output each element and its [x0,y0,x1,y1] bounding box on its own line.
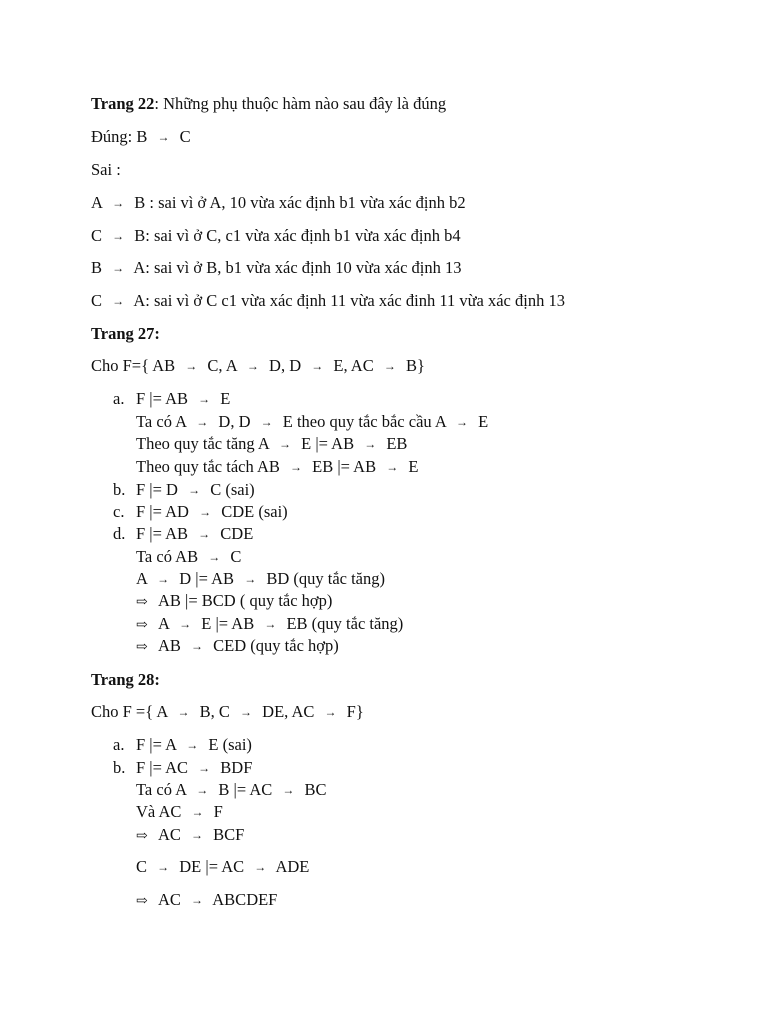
text: F [209,802,223,821]
arrow-icon: → [179,617,192,631]
text: Ta có AB [136,547,203,566]
text: CDE (sai) [217,502,288,521]
arrow-icon: → [198,392,211,406]
text: EB [382,434,408,453]
text: Đúng: B [91,127,152,146]
arrow-icon: → [208,550,221,564]
list-item [136,547,241,568]
text: D, D [264,356,306,375]
arrow-icon: → [186,738,199,752]
text: BDF [216,758,253,777]
list-marker-a: a. [113,389,125,408]
arrow-icon: → [264,617,277,631]
text: AB |= BCD ( quy tắc hợp) [158,591,333,610]
list-item [136,857,309,878]
given-set-27 [91,356,425,377]
text: E [216,389,231,408]
arrow-icon: → [177,705,190,719]
arrow-icon: → [191,893,204,907]
answer-correct [91,127,191,148]
text: E (sai) [204,735,252,754]
text: DE, AC [258,702,319,721]
arrow-icon: → [196,783,209,797]
arrow-icon: → [244,572,257,586]
text: Ta có A [136,780,191,799]
text: B |= AC [214,780,277,799]
text: E [474,412,489,431]
text: Theo quy tắc tăng A [136,434,274,453]
text: A: sai vì ở B, b1 vừa xác định 10 vừa xác định 13 [130,258,462,277]
heading-trang-28: Trang 28: [91,670,160,689]
list-item [136,802,223,823]
list-item [136,780,327,801]
arrow-icon: → [157,860,170,874]
text: C [136,857,152,876]
text: DE |= AC [175,857,249,876]
text: BD (quy tắc tăng) [262,569,385,588]
list-marker-c: c. [113,502,125,521]
conclusion-line [136,890,277,912]
heading-trang-22: Trang 22 [91,94,155,113]
wrong-line-2 [91,226,461,247]
text: AB [158,636,186,655]
double-arrow-icon: ⇨ [136,894,148,909]
list-item [136,735,252,756]
list-marker-a: a. [113,735,125,754]
arrow-icon: → [290,460,303,474]
text: F |= AC [136,758,193,777]
given-set-28 [91,702,364,723]
text: ADE [272,857,310,876]
text: Ta có A [136,412,191,431]
arrow-icon: → [260,415,273,429]
list-marker-b: b. [113,480,126,499]
text: BC [300,780,327,799]
text: B} [401,356,425,375]
arrow-icon: → [112,196,125,210]
text: F |= A [136,735,181,754]
arrow-icon: → [456,415,468,429]
text: EB |= AB [308,457,381,476]
list-item [136,389,230,410]
double-arrow-icon: ⇨ [136,595,148,610]
text: CED (quy tắc hợp) [209,636,339,655]
wrong-line-1 [91,193,466,214]
arrow-icon: → [254,860,267,874]
text: EB (quy tắc tăng) [282,614,404,633]
question-text: : Những phụ thuộc hàm nào sau đây là đúng [154,94,447,113]
text: A [136,569,152,588]
arrow-icon: → [364,437,377,451]
text: C, A [203,356,241,375]
text: A [91,193,107,212]
text: E, AC [329,356,378,375]
text: Cho F={ AB [91,356,180,375]
list-item [136,434,407,455]
list-item [136,412,488,433]
text: C [91,226,107,245]
double-arrow-icon: ⇨ [136,618,148,633]
text: B, C [195,702,235,721]
text: F |= AB [136,524,193,543]
wrong-line-3 [91,258,462,279]
arrow-icon: → [279,437,292,451]
double-arrow-icon: ⇨ [136,640,148,655]
text: F |= D [136,480,183,499]
text: C [91,291,107,310]
list-marker-d: d. [113,524,126,543]
list-item [136,457,418,478]
text: C (sai) [206,480,255,499]
list-item [136,758,252,779]
text: Theo quy tắc tách AB [136,457,285,476]
list-item [136,569,385,590]
conclusion-line [136,636,339,658]
text: Cho F ={ A [91,702,172,721]
conclusion-line [136,825,244,847]
text: B [91,258,107,277]
text: F |= AB [136,389,193,408]
text: A: sai vì ở C c1 vừa xác định 11 vừa xác đinh 11 vừa xác định 13 [130,291,565,310]
text: D |= AB [175,569,239,588]
text: AC [158,890,186,909]
arrow-icon: → [383,359,396,373]
text: A [158,614,174,633]
text: Và AC [136,802,186,821]
arrow-icon: → [112,294,125,308]
text: E [404,457,419,476]
heading-trang-27: Trang 27: [91,324,160,343]
arrow-icon: → [196,415,209,429]
arrow-icon: → [199,505,212,519]
answer-wrong-label [91,160,121,180]
text: C [175,127,191,146]
text: ABCDEF [209,890,278,909]
list-item [136,524,253,545]
text: B: sai vì ở C, c1 vừa xác định b1 vừa xác định b4 [130,226,461,245]
arrow-icon: → [386,460,399,474]
arrow-icon: → [112,229,125,243]
text: C [226,547,242,566]
arrow-icon: → [282,783,295,797]
text: D, D [214,412,255,431]
text: B : sai vì ở A, 10 vừa xác định b1 vừa xác định b2 [130,193,466,212]
text: F |= AD [136,502,194,521]
arrow-icon: → [191,828,204,842]
arrow-icon: → [246,359,259,373]
text: E |= AB [297,434,359,453]
arrow-icon: → [198,761,211,775]
section-22-title [91,94,446,114]
arrow-icon: → [324,705,337,719]
text: AC [158,825,186,844]
arrow-icon: → [311,359,324,373]
wrong-line-4 [91,291,565,312]
arrow-icon: → [112,261,125,275]
list-item [136,502,288,523]
arrow-icon: → [157,130,170,144]
text: Sai : [91,160,121,179]
double-arrow-icon: ⇨ [136,829,148,844]
arrow-icon: → [191,805,204,819]
text: BCF [209,825,245,844]
arrow-icon: → [157,572,170,586]
text: F} [342,702,364,721]
conclusion-line [136,591,332,613]
conclusion-line [136,614,403,636]
text: E |= AB [197,614,259,633]
list-marker-b: b. [113,758,126,777]
arrow-icon: → [188,483,201,497]
list-item [136,480,255,501]
text: E theo quy tắc bắc cầu A [278,412,450,431]
arrow-icon: → [198,527,211,541]
arrow-icon: → [240,705,253,719]
arrow-icon: → [185,359,198,373]
arrow-icon: → [191,639,204,653]
text: CDE [216,524,254,543]
